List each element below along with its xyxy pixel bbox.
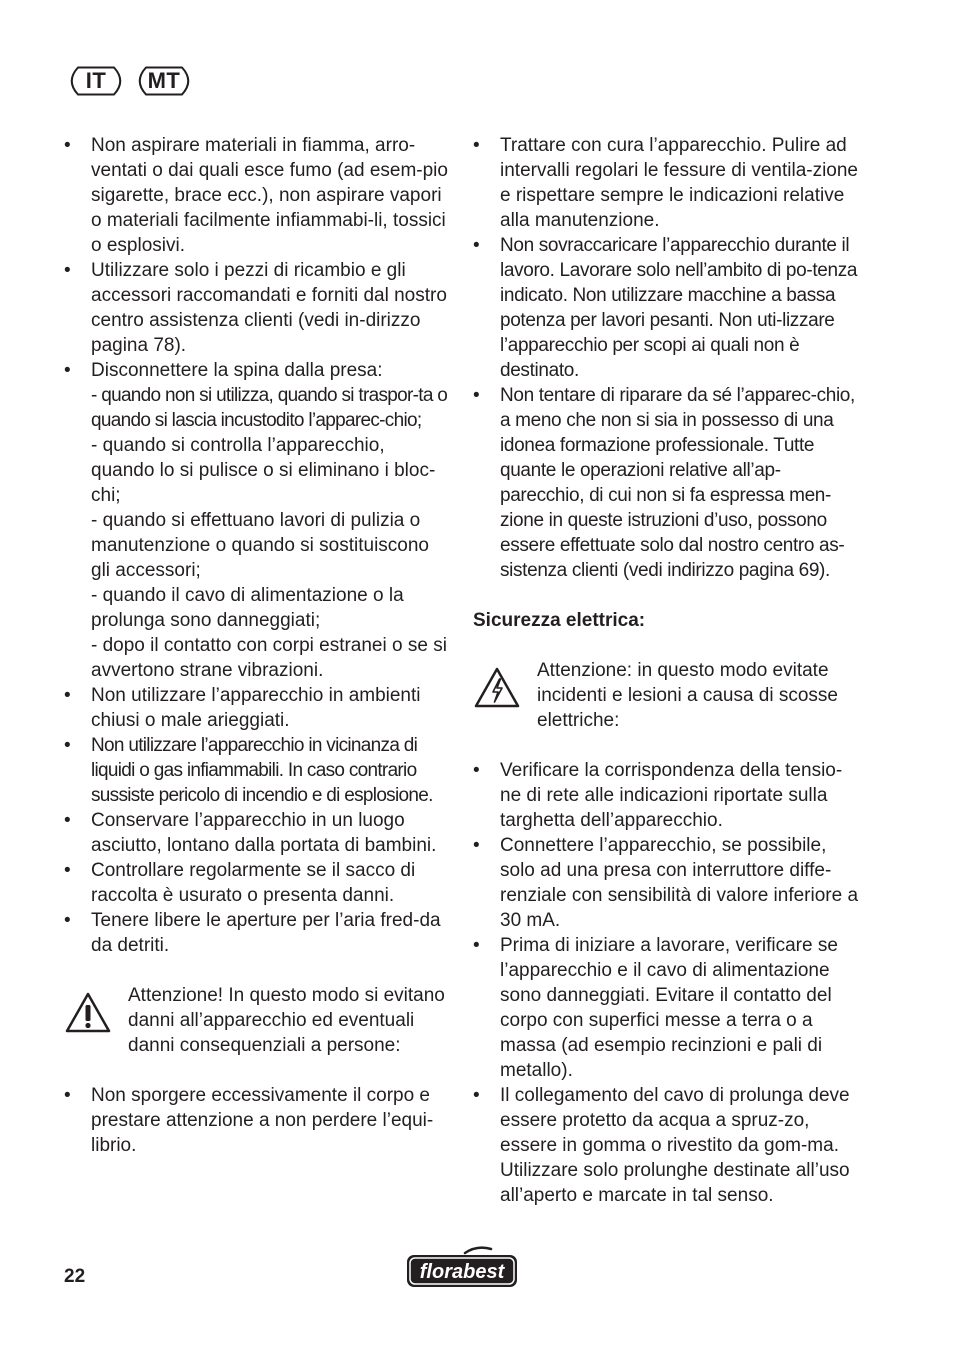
section-heading: Sicurezza elettrica:: [473, 610, 646, 631]
safety-list: [473, 133, 863, 583]
list-item-unplug: [64, 358, 452, 683]
list-item-text: Non utilizzare l’apparecchio in vicinanza di liquidi o gas infiammabili. In caso contrario sussiste pericolo di incendio e di esplosione.: [91, 735, 433, 806]
list-item-text: Non aspirare materiali in fiamma, arro-ventati o dai quali esce fumo (ad esem-pio sigarette, brace ecc.), non aspirare vapori o materiali facilmente infiammabi-li, tossici o esplosivi.: [91, 135, 448, 256]
unplug-condition: - dopo il contatto con corpi estranei o se si avvertono strane vibrazioni.: [91, 635, 447, 681]
language-label-mt: MT: [147, 68, 181, 93]
spacer: [473, 733, 863, 758]
spacer: [473, 633, 863, 658]
safety-list: [64, 1083, 452, 1158]
page-number: 22: [64, 1266, 86, 1287]
list-item: [64, 133, 452, 258]
electrical-warning-notice: [473, 658, 863, 733]
list-item-text: Il collegamento del cavo di prolunga deve essere protetto da acqua a spruz-zo, essere in gomma o rivestito da gom-ma. Utilizzare solo prolunghe destinate all’uso all’aperto e marcate in tal senso.: [500, 1085, 850, 1206]
list-item-text: Prima di iniziare a lavorare, verificare se l’apparecchio e il cavo di alimentazione sono danneggiati. Evitare il contatto del corpo con superfici messe a terra o a massa (ad esempio recinzioni e pali di metallo).: [500, 935, 838, 1081]
list-item-text: Non utilizzare l’apparecchio in ambienti chiusi o male arieggiati.: [91, 685, 421, 731]
florabest-logo-icon: [405, 1243, 519, 1291]
warning-text: Attenzione: in questo modo evitate incidenti e lesioni a causa di scosse elettriche:: [537, 660, 839, 731]
language-badge-it: [64, 66, 128, 96]
warning-notice: [64, 983, 452, 1058]
list-item: [64, 733, 452, 808]
electric-shock-warning-icon: [473, 666, 521, 710]
spacer: [64, 958, 452, 983]
unplug-condition: - quando si effettuano lavori di pulizia o manutenzione o quando si sostituiscono gli accessori;: [91, 510, 430, 581]
unplug-condition: - quando si controlla l’apparecchio, quando lo si pulisce o si eliminano i bloc-chi;: [91, 435, 436, 506]
list-item: [473, 383, 863, 583]
list-item: [473, 1083, 863, 1208]
exclamation-warning-icon: [64, 991, 112, 1035]
safety-list: [64, 133, 452, 958]
list-item: [473, 833, 863, 933]
list-item-text: Non sporgere eccessivamente il corpo e prestare attenzione a non perdere l’equi-librio.: [91, 1085, 434, 1156]
list-item: [473, 133, 863, 233]
list-item-text: Non tentare di riparare da sé l’apparec-chio, a meno che non si sia in possesso di una idonea formazione professionale. Tutte quante le operazioni relative all’ap-parecchio, di cui non si fa espressa men-zione in queste istruzioni d’uso, possono essere effettuate solo dal nostro centro as-sistenza clienti (vedi indirizzo pagina 69).: [500, 385, 855, 581]
language-badge-mt: [132, 66, 196, 96]
list-item: [473, 933, 863, 1083]
list-item-text: Controllare regolarmente se il sacco di raccolta è usurato o presenta danni.: [91, 860, 416, 906]
list-item-text: Connettere l’apparecchio, se possibile, solo ad una presa con interruttore diffe-renziale con sensibilità di valore inferiore a 30 mA.: [500, 835, 859, 931]
language-badges: [64, 66, 196, 96]
list-item: [473, 233, 863, 383]
list-item: [64, 908, 452, 958]
list-item: [64, 683, 452, 733]
list-item: [473, 758, 863, 833]
list-item: [64, 258, 452, 358]
unplug-intro: • Disconnettere la spina dalla presa:: [91, 360, 383, 381]
list-item-text: Non sovraccaricare l’apparecchio durante il lavoro. Lavorare solo nell’ambito di po-tenza indicato. Non utilizzare macchine a bassa potenza per lavori pesanti. Non uti-lizzare l’apparecchio per scopi ai quali non è destinato.: [500, 235, 858, 381]
list-item-text: Tenere libere le aperture per l’aria fred-da da detriti.: [91, 910, 441, 956]
list-item-text: Trattare con cura l’apparecchio. Pulire ad intervalli regolari le fessure di ventila-zione e rispettare sempre le indicazioni relative alla manutenzione.: [500, 135, 859, 231]
warning-text: Attenzione! In questo modo si evitano danni all’apparecchio ed eventuali danni consequenziali a persone:: [128, 985, 445, 1056]
list-item-text: Verificare la corrispondenza della tensio-ne di rete alle indicazioni riportate sulla targhetta dell’apparecchio.: [500, 760, 843, 831]
unplug-condition: - quando non si utilizza, quando si traspor-ta o quando si lascia incustodito l’apparec-chio;: [91, 385, 448, 431]
list-item: [64, 858, 452, 908]
spacer: [64, 1058, 452, 1083]
list-item: [64, 808, 452, 858]
left-column: [64, 133, 452, 1158]
logo-text: florabest: [419, 1261, 505, 1283]
florabest-logo: [405, 1243, 519, 1291]
language-label-it: IT: [85, 68, 107, 93]
electrical-safety-list: [473, 758, 863, 1208]
spacer: [473, 583, 863, 608]
list-item-text: Conservare l’apparecchio in un luogo asciutto, lontano dalla portata di bambini.: [91, 810, 437, 856]
unplug-condition: - quando il cavo di alimentazione o la prolunga sono danneggiati;: [91, 585, 404, 631]
list-item-text: Utilizzare solo i pezzi di ricambio e gli accessori raccomandati e forniti dal nostro centro assistenza clienti (vedi in-dirizzo pagina 78).: [91, 260, 447, 356]
right-column: [473, 133, 863, 1208]
list-item: [64, 1083, 452, 1158]
